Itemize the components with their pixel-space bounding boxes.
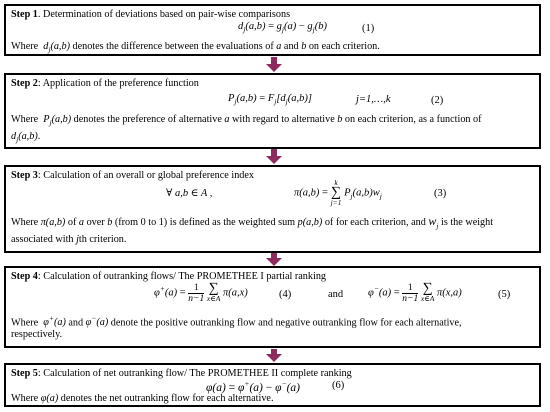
down-arrow-icon [264,349,284,363]
step-5-eq-number: (6) [332,380,345,391]
step-4-where-cont: respectively. [11,329,63,340]
step-5-box [4,363,541,407]
step-1-where: Where $d_j(a,b)$ denotes the difference between the evaluations of a and b on each criterion. [11,41,380,55]
step-2-box [4,73,541,149]
step-4-box [4,266,541,348]
step-4-where: Where φ+(a) and φ−(a) denote the positive outranking flow and negative outranking flow for each alternative, [11,314,462,329]
step-3-where-cont: associated with jth criterion. [11,234,127,245]
step-1-equation: $d_j(a,b) = g_j(a) - g_j(b)$ [238,21,327,35]
step-3-eq-number: (3) [434,188,447,199]
step-2-where: Where $P_j(a,b)$ denotes the preference of alternative a with regard to alternative b on each criterion, as a function of [11,114,482,128]
step-4-eq-number-a: (4) [279,289,292,300]
step-3-equation: π(a,b) = k ∑ j=1 $P_j(a,b)w_j$ [294,178,382,207]
step-3-where: Where π(a,b) of a over b (from 0 to 1) is defined as the weighted sum p(a,b) of for each criterion, and $w_j$ is the weight [11,214,494,231]
step-4-equation-negative: φ−(a) = $\frac{1}{n-1}$ ∑ x∈A π(x,a) [368,281,462,304]
step-2-eq-number: (2) [431,95,444,106]
step-4-header: Step 4: Calculation of outranking flows/ The PROMETHEE I partial ranking [11,271,327,282]
step-3-quantifier: ∀ a,b ∈ A , [166,188,213,199]
step-5-where: Where φ(a) denotes the net outranking flow for each alternative. [11,393,274,404]
step-2-equation: $P_j(a,b) = F_j[d_j(a,b)]$ [228,93,312,107]
step-3-box [4,165,541,253]
step-1-eq-number: (1) [362,23,375,34]
step-1-header: Step 1. Determination of deviations based on pair-wise comparisons [11,9,291,20]
step-2-where-cont: $d_j(a,b)$. [11,131,41,145]
down-arrow-icon [264,57,284,73]
down-arrow-icon [264,253,284,267]
step-2-header: Step 2: Application of the preference function [11,78,199,89]
step-4-eq-number-b: (5) [498,289,511,300]
down-arrow-icon [264,149,284,165]
step-4-equation-positive: φ+(a) = $\frac{1}{n-1}$ ∑ x∈A π(a,x) [154,281,248,304]
step-3-header: Step 3: Calculation of an overall or global preference index [11,170,255,181]
step-5-header: Step 5: Calculation of net outranking flow/ The PROMETHEE II complete ranking [11,368,352,379]
step-4-and: and [328,289,344,300]
step-5-equation: φ(a) = φ+(a) − φ−(a) [206,379,300,394]
step-1-box [4,4,541,56]
step-2-range: j=1,…,k [356,94,391,105]
